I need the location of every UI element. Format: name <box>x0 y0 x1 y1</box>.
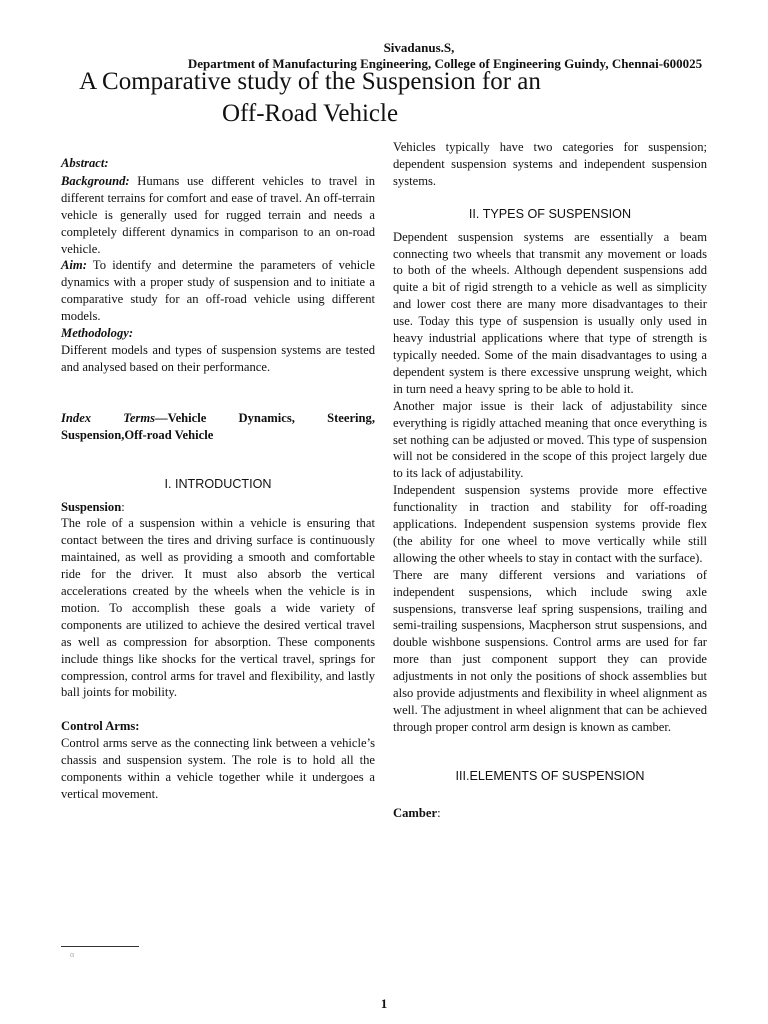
background-text: Humans use different vehicles to travel in different terrains for comfort and ease of travel. An off-terrain vehicle is generally used for rugged terrain and needs a completely different dynamics in comparison to an on-road vehicle. <box>61 173 375 256</box>
independent-text: Independent suspension systems provide more effective functionality in traction and stability for off-roading applications. Independent suspension systems provide flex (the ability for one wheel to move vertically while still allowing the other wheels to stay in contact with the surface). <box>393 483 707 565</box>
control-arms-label: Control Arms: <box>61 719 140 734</box>
adjustability-text: Another major issue is their lack of adjustability since everything is rigidly attached meaning that once everything is set nothing can be adjusted or moved. This type of suspension will not be considered in the scope of this project largely due to its lack of adjustability. <box>393 398 707 481</box>
suspension-label: Suspension <box>61 499 122 514</box>
section-2-heading: II. TYPES OF SUSPENSION <box>468 206 632 221</box>
index-terms-label: Index Terms <box>61 410 156 425</box>
section-1-heading: I. INTRODUCTION <box>164 476 272 491</box>
abstract-aim <box>61 257 375 325</box>
aim-label: Aim: <box>61 258 87 273</box>
background-label: Background: <box>61 173 130 188</box>
author-name: Sivadanus.S, <box>383 40 455 55</box>
page-number: 1 <box>380 996 388 1011</box>
index-terms <box>61 410 375 444</box>
camber-label: Camber <box>393 805 438 820</box>
abstract-background <box>61 173 375 258</box>
methodology-label: Methodology: <box>61 326 134 341</box>
left-column <box>61 155 375 803</box>
dependent-text: Dependent suspension systems are essentially a beam connecting two wheels that transmit any movement or loads to both of the wheels. Although dependent suspensions add quite a bit of rigid strength to a vehicle as well as simplicity and lower cost there are many more disadvantages to their use. Today this type of suspension is usually only used in heavy industrial applications where that type of strength is typically needed. Some of the main disadvantages to using a dependent system is there excessive unsprung weight, which in turn need a heavy spring to be able to hold it. <box>393 229 707 396</box>
title-line-2: Off-Road Vehicle <box>221 100 399 127</box>
control-arms-text: Control arms serve as the connecting link between a vehicle’s chassis and suspension system. The role is to hold all the components within a vehicle together while it undergoes a vertical movement. <box>61 736 375 801</box>
intro-text: Vehicles typically have two categories for suspension; dependent suspension systems and independent suspension systems. <box>393 140 707 188</box>
section-3-heading: III.ELEMENTS OF SUSPENSION <box>455 768 645 783</box>
footnote-rule <box>61 946 139 947</box>
methodology-text: Different models and types of suspension systems are tested and analysed based on their performance. <box>61 342 375 374</box>
abstract-label: Abstract: <box>61 156 109 170</box>
camber-colon: : <box>437 805 441 820</box>
suspension-colon: : <box>121 499 125 514</box>
footnote-mark: α <box>70 950 75 959</box>
title-line-1: A Comparative study of the Suspension for an <box>79 68 541 95</box>
author-affiliation: Department of Manufacturing Engineering, College of Engineering Guindy, Chennai-600025 <box>187 56 703 71</box>
suspension-text: The role of a suspension within a vehicle is ensuring that contact between the tires and driving surface is continuously maintained, as well as providing a smooth and comfortable ride for the driver. It must also absorb the vertical accelerations created by the wheels when the vehicle is in motion. To accomplish these goals a wide variety of components are utilized to achieve the desired vertical travel as well as compression for absorption. These components include things like shocks for the vertical travel, springs for compression, control arms for travel and flexibility, and lastly ball joints for mobility. <box>61 516 375 700</box>
index-terms-text: —Vehicle Dynamics, Steering, Suspension,Off-road Vehicle <box>61 410 375 442</box>
paper-title <box>0 66 620 130</box>
right-column <box>393 139 707 822</box>
variations-text: There are many different versions and variations of independent suspensions, which include swing axle suspensions, transverse leaf spring suspensions, trailing and semi-trailing suspensions, Macpherson strut suspensions, and double wishbone suspensions. Control arms are used for far more than just component support they can provide adjustments in not only the positions of shock assemblies but also provide adjustments and flexibility in wheel alignment as well. The adjustment in wheel alignment that can be achieved through proper control arm design is known as camber. <box>393 567 707 734</box>
aim-text: To identify and determine the parameters of vehicle dynamics with a proper study of suspension and to initiate a comparative study for an off-road vehicle using different models. <box>61 258 375 324</box>
